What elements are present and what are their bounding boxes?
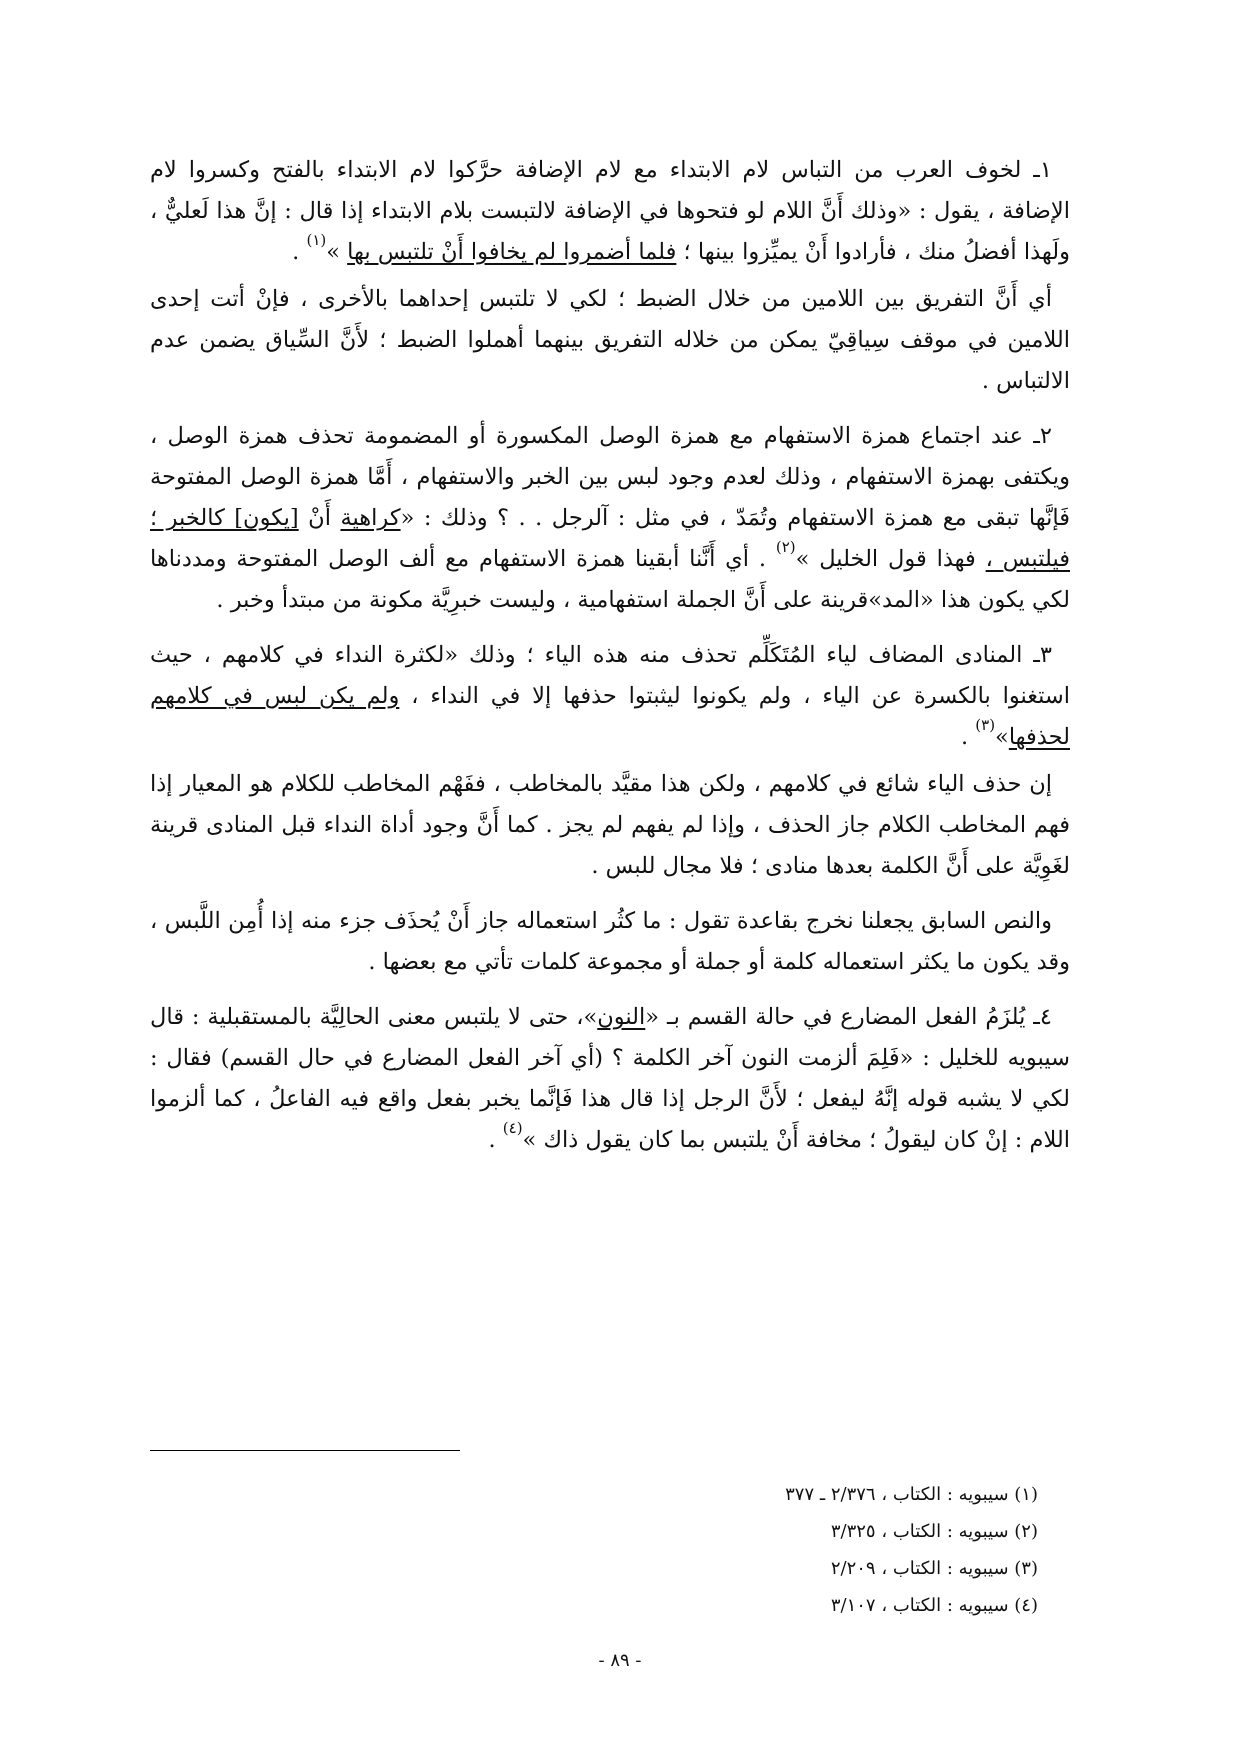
paragraph-7-text: ٤ـ يُلزَمُ الفعل المضارع في حالة القسم بـ « — [645, 1004, 1052, 1030]
footnote-4: (٤) سيبويه : الكتاب ، ٣/١٠٧ — [830, 1595, 1038, 1616]
paragraph-3-text: ٢ـ عند اجتماع همزة الاستفهام مع همزة الوصل المكسورة أو المضمومة تحذف همزة الوصل ، ويكتفى بهمزة الاستفهام ، وذلك لعدم وجود لبس بين الخبر والاستفهام ، أَمَّا همزة الوصل المفتوحة فَإنَّها تبقى مع همزة الاستفهام وتُمَدّ ، في مثل : آلرجل . . ؟ وذلك : « — [150, 423, 1070, 531]
footnote-3: (٣) سيبويه : الكتاب ، ٢/٢٠٩ — [830, 1558, 1038, 1579]
paragraph-3-text-3: فهذا قول الخليل » — [795, 546, 986, 572]
paragraph-3-text-4: . أي أَنَّنا أبقينا همزة الاستفهام مع ألف الوصل المفتوحة ومددناها لكي يكون هذا «المد»قرينة على أَنَّ الجملة استفهامية ، وليست خبرِيَّة مكونة من مبتدأ وخبر . — [150, 546, 1070, 613]
page-number: - ٨٩ - — [598, 1650, 642, 1671]
footnote-2: (٢) سيبويه : الكتاب ، ٣/٣٢٥ — [830, 1521, 1038, 1542]
document-body — [150, 150, 1070, 1175]
paragraph-1-text: ١ـ لخوف العرب من التباس لام الابتداء مع لام الإضافة حرَّكوا لام الابتداء بالفتح وكسروا لام الإضافة ، يقول : «وذلك أَنَّ اللام لو فتحوها في الإضافة لالتبست بلام الابتداء إذا قال : إنَّ هذا لَعليٌّ ، ولَهذا أفضلُ منك ، فأرادوا أَنْ يميِّزوا بينها ؛ — [150, 157, 1070, 265]
paragraph-4 — [150, 635, 1070, 758]
paragraph-6: والنص السابق يجعلنا نخرج بقاعدة تقول : ما كثُر استعماله جاز أَنْ يُحذَف جزء منه إذا أُمِن اللَّبس ، وقد يكون ما يكثر استعماله كلمة أو جملة أو مجموعة كلمات تأتي مع بعضها . — [150, 908, 1070, 975]
footnote-1: (١) سيبويه : الكتاب ، ٢/٣٧٦ ـ ٣٧٧ — [785, 1484, 1038, 1505]
paragraph-5: إن حذف الياء شائع في كلامهم ، ولكن هذا مقيَّد بالمخاطب ، ففَهْم المخاطب للكلام هو المعيار إذا فهم المخاطب الكلام جاز الحذف ، وإذا لم يفهم لم يجز . كما أَنَّ وجود أداة النداء قبل المنادى قرينة لغَوِيَّة على أَنَّ الكلمة بعدها منادى ؛ فلا مجال للبس . — [150, 771, 1070, 879]
quote-close: » — [995, 724, 1009, 750]
paragraph-7-text-2: »، حتى لا يلتبس معنى الحالِيَّة بالمستقبلية : قال سيبويه للخليل : «فَلِمَ ألزمت النون آخر الكلمة ؟ (أي آخر الفعل المضارع في حال القسم) فقال : لكي لا يشبه قوله إنَّهُ ليفعل ؛ لأَنَّ الرجل إذا قال هذا فَإنَّما يخبر بفعل واقع فيه الفاعلُ ، كما ألزموا اللام : إنْ كان ليقولُ ؛ مخافة أَنْ يلتبس بما كان يقول ذاك » — [150, 1004, 1070, 1153]
paragraph-1-end: . — [292, 239, 307, 265]
paragraph-7 — [150, 997, 1070, 1161]
footnote-ref-3[interactable]: (٣) — [975, 716, 996, 734]
paragraph-3 — [150, 416, 1070, 621]
paragraph-4-underlined-quote: ولم يكن لبس في كلامهم لحذفها — [150, 683, 1070, 750]
paragraph-1-underlined-quote: فلما أضمروا لم يخافوا أَنْ تلتبس بها — [347, 239, 677, 265]
footnotes — [150, 1476, 1070, 1624]
paragraph-4-end: . — [960, 724, 976, 750]
paragraph-7-end: . — [488, 1127, 503, 1153]
paragraph-1 — [150, 150, 1070, 273]
footnote-ref-2[interactable]: (٢) — [775, 538, 796, 556]
paragraph-4-text: ٣ـ المنادى المضاف لياء المُتَكَلِّم تحذف منه هذه الياء ؛ وذلك «لكثرة النداء في كلامهم ، حيث استغنوا بالكسرة عن الياء ، ولم يكونوا ليثبتوا حذفها إلا في النداء ، — [150, 642, 1070, 709]
quote-close: » — [326, 239, 348, 265]
paragraph-3-underlined-quote: [يكون] كالخبر ؛ فيلتبس ، — [150, 505, 1070, 572]
footnote-ref-1[interactable]: (١) — [306, 231, 327, 249]
paragraph-3-text-2: أَنْ — [298, 505, 341, 531]
paragraph-2: أي أَنَّ التفريق بين اللامين من خلال الضبط ؛ لكي لا تلتبس إحداهما بالأخرى ، فإنْ أتت إحدى اللامين في موقف سِياقِيّ يمكن من خلاله التفريق بينهما أهملوا الضبط ؛ لأَنَّ السِّياق يضمن عدم الالتباس . — [150, 286, 1070, 394]
paragraph-7-underlined-word: النون — [597, 1004, 646, 1030]
footnote-separator — [150, 1450, 460, 1451]
footnote-ref-4[interactable]: (٤) — [502, 1119, 523, 1137]
paragraph-3-underlined-word: كراهية — [340, 505, 401, 531]
